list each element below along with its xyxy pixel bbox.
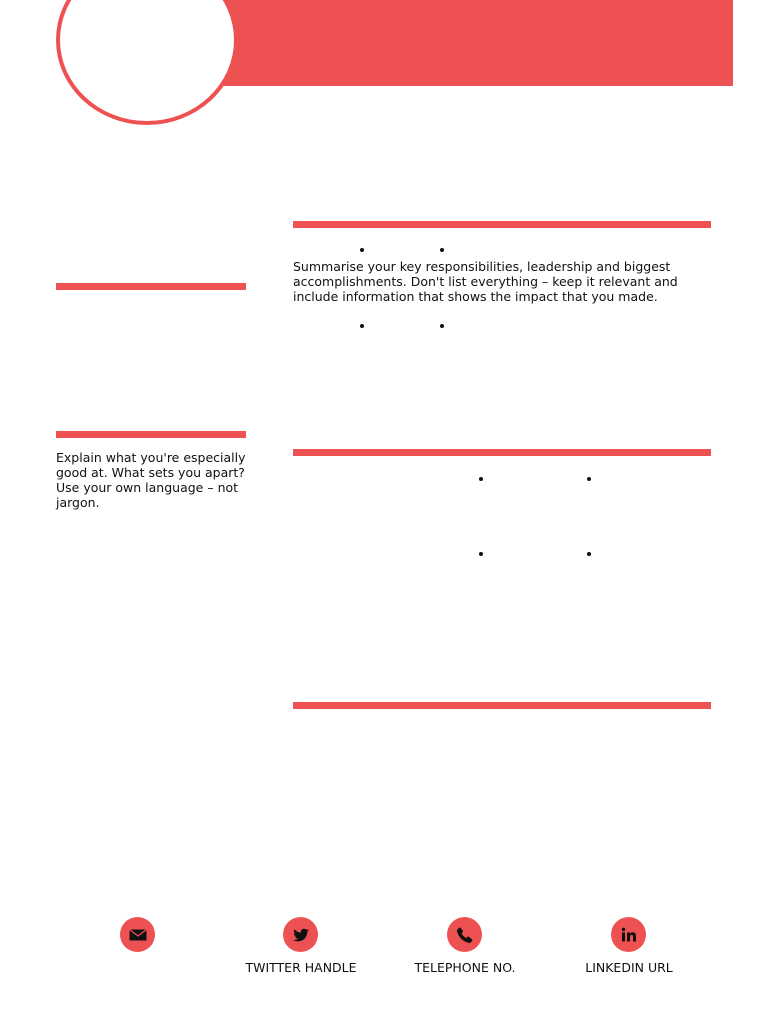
twitter-icon[interactable] [283,917,318,952]
telephone-label: TELEPHONE NO. [414,960,516,975]
linkedin-glyph [619,925,639,945]
bullet [360,248,364,252]
phone-icon[interactable] [447,917,482,952]
skills-description: Explain what you're especially good at. What sets you apart? Use your own language – not jargon. [56,450,246,510]
bullet [587,552,591,556]
bullet [479,477,483,481]
linkedin-url-label: LINKEDIN URL [585,960,673,975]
bullet [587,477,591,481]
profile-photo-placeholder[interactable] [56,0,238,125]
twitter-bird-glyph [291,925,311,945]
experience-summary: Summarise your key responsibilities, leadership and biggest accomplishments. Don't list everything – keep it relevant and include information that shows the impact that you made. [293,259,678,304]
experience-section-divider [293,221,711,228]
bullet [360,324,364,328]
phone-handset-glyph [455,925,475,945]
bullet [479,552,483,556]
twitter-handle-label: TWITTER HANDLE [245,960,357,975]
bullet [440,248,444,252]
envelope-glyph [128,925,148,945]
left-section-divider-1 [56,283,246,290]
bullet [440,324,444,328]
email-icon[interactable] [120,917,155,952]
linkedin-icon[interactable] [611,917,646,952]
education-section-divider [293,449,711,456]
left-section-divider-2 [56,431,246,438]
additional-section-divider [293,702,711,709]
